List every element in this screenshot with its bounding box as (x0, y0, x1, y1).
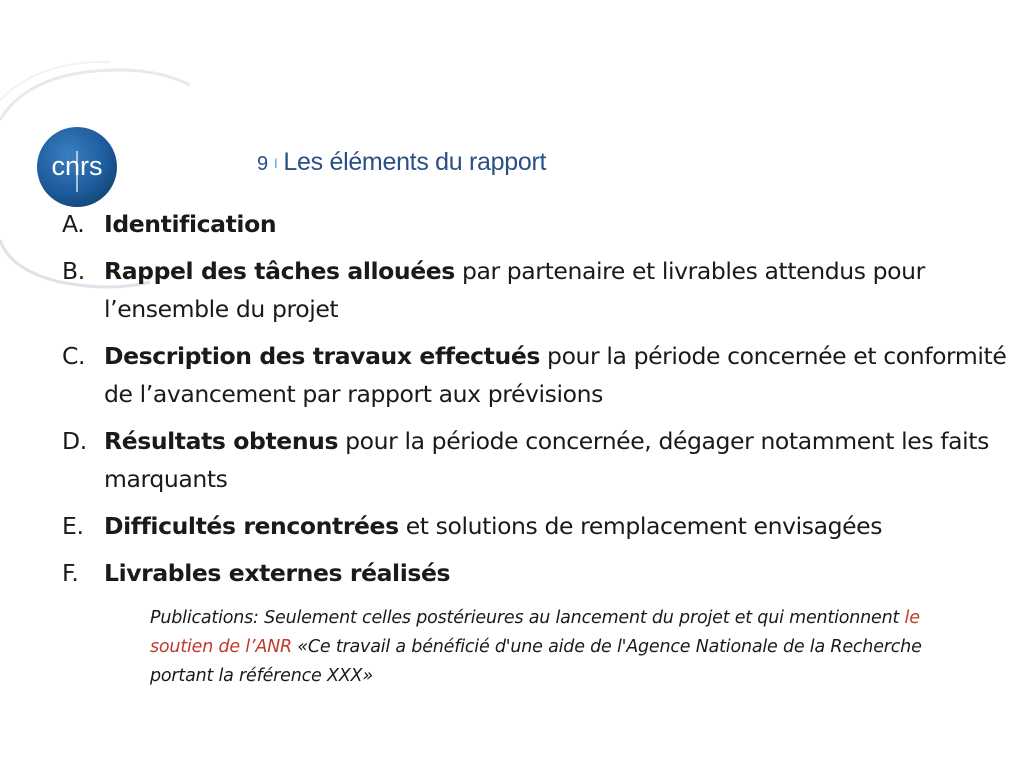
list-item (62, 205, 1007, 243)
slide-number: 9 (257, 153, 268, 175)
list-item (62, 337, 1007, 413)
list-item (62, 507, 1007, 545)
item-heading: Identification (104, 210, 277, 238)
list-item (62, 422, 1007, 498)
item-marker: B. (62, 257, 85, 285)
note-text-start: Publications: Seulement celles postérieures au lancement du projet et qui mentionnent (150, 608, 905, 628)
item-heading: Description des travaux effectués (104, 342, 540, 370)
item-marker: E. (62, 512, 84, 540)
item-heading: Résultats obtenus (104, 427, 339, 455)
item-marker: A. (62, 210, 85, 238)
item-text: et solutions de remplacement envisagées (398, 512, 883, 540)
title-text: Les éléments du rapport (283, 148, 547, 176)
note-highlight: le soutien de l’ANR (150, 608, 920, 657)
item-text: pour la période concernée, dégager notamment les faits marquants (104, 427, 989, 493)
item-marker: F. (62, 559, 79, 587)
publications-note (150, 604, 950, 691)
list-item (62, 554, 1007, 592)
item-heading: Rappel des tâches allouées (104, 257, 455, 285)
note-text-end: «Ce travail a bénéficié d'une aide de l'Agence Nationale de la Recherche portant la référence XXX» (150, 637, 922, 686)
item-heading: Livrables externes réalisés (104, 559, 451, 587)
item-text: par partenaire et livrables attendus pour l’ensemble du projet (104, 257, 925, 323)
list-item (62, 252, 1007, 328)
report-elements-list (62, 205, 1007, 601)
item-marker: C. (62, 342, 86, 370)
item-marker: D. (62, 427, 87, 455)
item-text: pour la période concernée et conformité de l’avancement par rapport aux prévisions (104, 342, 1007, 408)
slide-title (257, 148, 546, 177)
logo-text: cnrs (51, 151, 103, 181)
item-heading: Difficultés rencontrées (104, 512, 399, 540)
cnrs-logo (36, 126, 118, 208)
title-separator: I (273, 155, 278, 171)
